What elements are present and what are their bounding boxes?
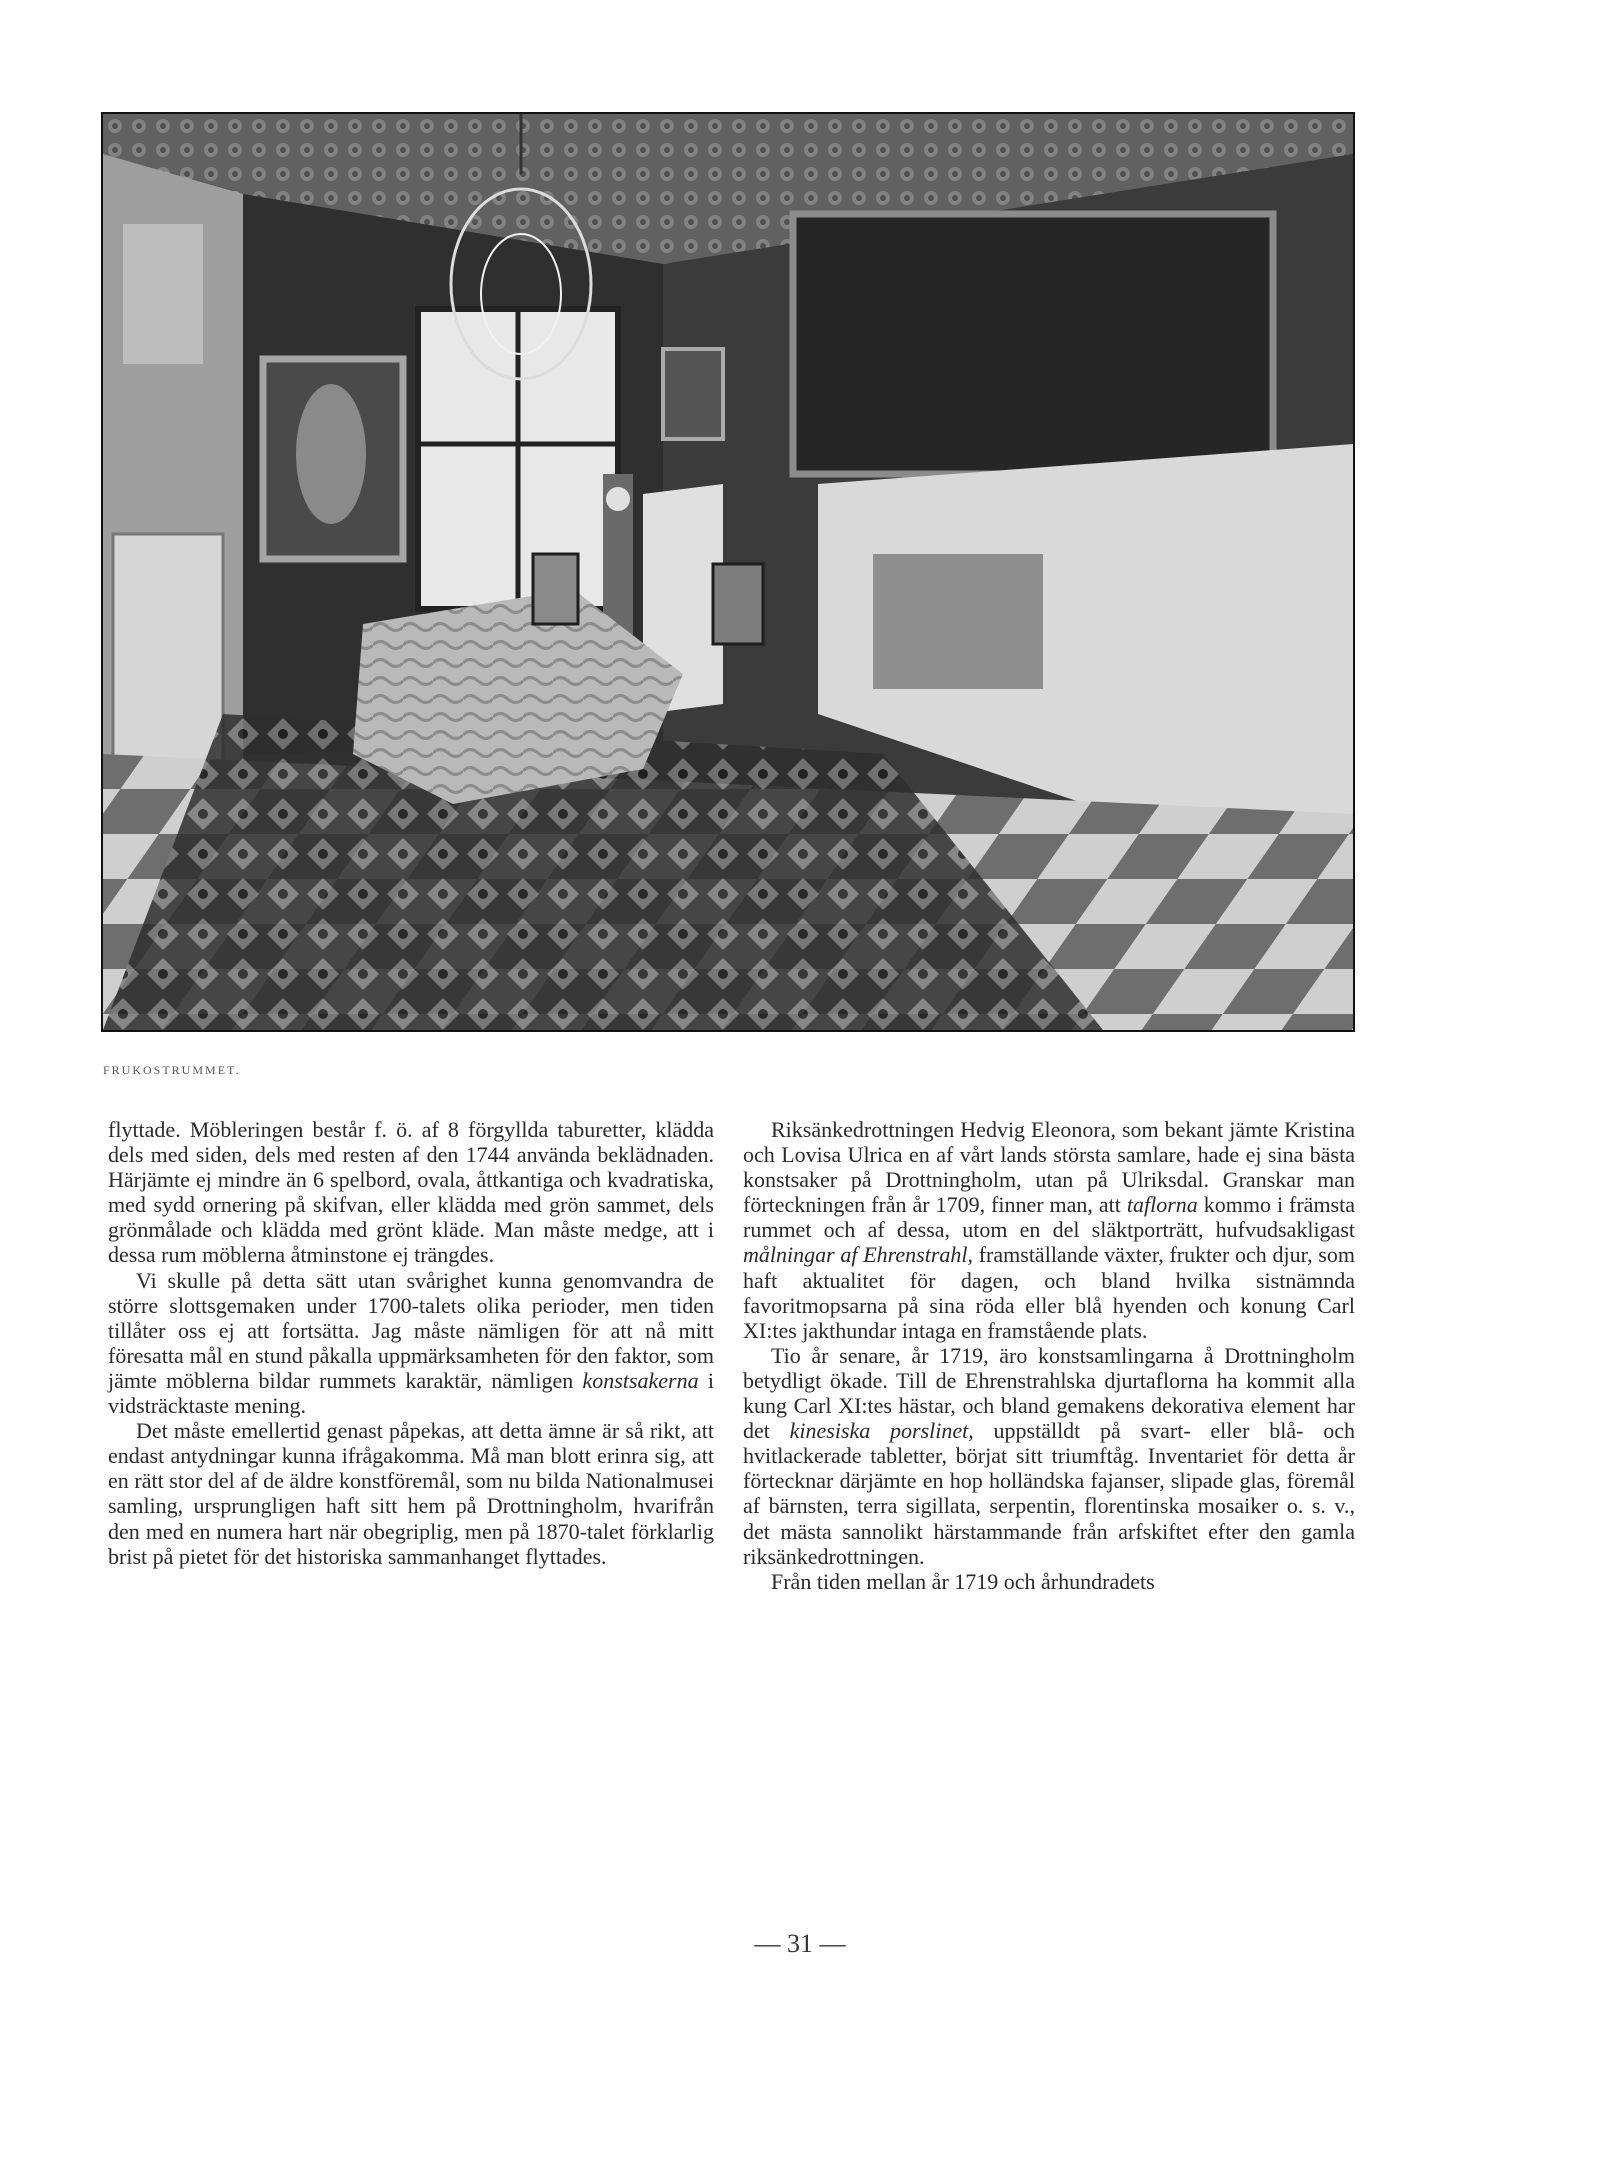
paragraph: Riksänkedrottningen Hedvig Eleonora, som bekant jämte Kristina och Lovisa Ulrica en af vårt lands största samlare, hade ej sina bästa konstsaker på Drottningholm, utan på Ulriksdal. Granskar man förteckningen från år 1709, finner man, att taflorna kommo i främsta rummet och af dessa, utom en del släktporträtt, hufvudsakligast målningar af Ehrenstrahl, framställande växter, frukter och djur, som haft aktualitet för dagen, och bland hvilka sistnämnda favoritmopsarna på sina röda eller blå hyenden och konung Carl XI:tes jakthundar intaga en framstående plats.	[743, 1117, 1355, 1343]
photo-illustration	[103, 114, 1353, 1030]
paragraph: Det måste emellertid genast påpekas, att detta ämne är så rikt, att endast antydningar kunna ifrågakomma. Må man blott erinra sig, att en rätt stor del af de äldre konstföremål, som nu bilda Nationalmusei samling, ursprungligen haft sitt hem på Drottningholm, hvarifrån den med en numera hart när obegriplig, men på 1870-talet förklarlig brist på pietet för det historiska sammanhanget flyttades.	[108, 1418, 714, 1569]
left-text-column	[108, 1117, 714, 1569]
room-photograph	[101, 112, 1355, 1032]
paragraph: Från tiden mellan år 1719 och århundradets	[771, 1568, 1155, 1594]
page-number: — 31 —	[754, 1929, 846, 1958]
paragraph: Vi skulle på detta sätt utan svårighet kunna genomvandra de större slottsgemaken under 1700-talets olika perioder, men tiden tillåter oss ej att fortsätta. Jag måste nämligen för att nå mitt föresatta mål en stund påkalla uppmärksamheten för den faktor, som jämte möblerna bildar rummets karaktär, nämligen konstsakerna i vidsträcktaste mening.	[108, 1267, 714, 1419]
right-text-column	[743, 1117, 1355, 1594]
paragraph: flyttade. Möbleringen består f. ö. af 8 förgyllda taburetter, klädda dels med siden, dels med resten af den 1744 använda beklädnaden. Härjämte ej mindre än 6 spelbord, ovala, åttkantiga och kvadratiska, med sydd ornering på skifvan, eller klädda med grön sammet, dels grönmålade och klädda med grönt kläde. Man måste medge, att i dessa rum möblerna åtminstone ej trängdes.	[108, 1117, 714, 1268]
figure-caption: FRUKOSTRUMMET.	[103, 1063, 241, 1077]
paragraph: Tio år senare, år 1719, äro konstsamlingarna å Drottningholm betydligt ökade. Till de Ehrenstrahlska djurtaflorna ha kommit alla kung Carl XI:tes hästar, och bland gemakens dekorativa element har det kinesiska porslinet, uppställdt på svart- eller blå- och hvitlackerade tabletter, börjat sitt triumftåg. Inventariet för detta år förtecknar därjämte en hop holländska fajanser, slipade glas, föremål af bärnsten, terra sigillata, serpentin, florentinska mosaiker o. s. v., det mästa sannolikt härstammande från arfskiftet efter den gamla riksänkedrottningen.	[743, 1342, 1355, 1569]
